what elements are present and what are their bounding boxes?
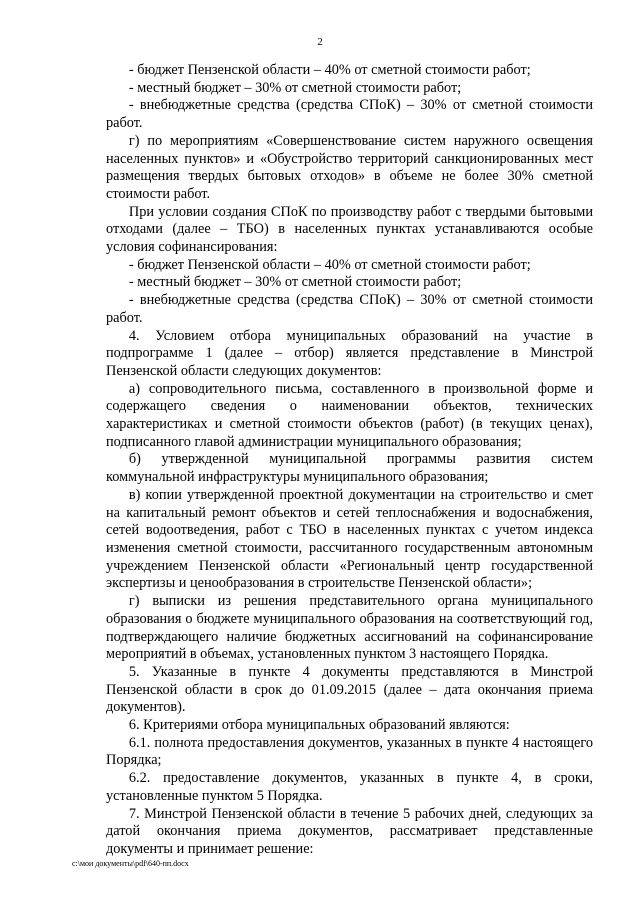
page-number: 2: [317, 36, 323, 48]
paragraph-15: 6. Критериями отбора муниципальных образований являются:: [128, 717, 510, 734]
paragraph-1: - бюджет Пензенской области – 40% от сметной стоимости работ;: [128, 62, 531, 78]
paragraph-17: 6.2. предоставление документов, указанных в пункте 4, в сроки, установленные пунктом 5 Порядка.: [106, 770, 593, 804]
paragraph-8: - внебюджетные средства (средства СПоК) – 30% от сметной стоимости работ.: [106, 292, 593, 326]
paragraph-9: 4. Условием отбора муниципальных образований на участие в подпрограмме 1 (далее – отбор) является представление в Минстрой Пензенской области следующих документов:: [106, 327, 593, 379]
document-body: [106, 62, 593, 859]
paragraph-5: При условии создания СПоК по производству работ с твердыми бытовыми отходами (далее – ТБО) в населенных пунктах устанавливаются особые условия софинансирования:: [106, 203, 593, 256]
paragraph-11: б) утвержденной муниципальной программы развития систем коммунальной инфраструктуры муниципального образования;: [106, 451, 593, 486]
paragraph-4: г) по мероприятиям «Совершенствование систем наружного освещения населенных пунктов» и «Обустройство территорий санкционированных мест размещения твердых бытовых отходов» в объеме не более 30% сметной стоимости работ.: [106, 132, 593, 202]
paragraph-3: - внебюджетные средства (средства СПоК) – 30% от сметной стоимости работ.: [106, 97, 593, 132]
paragraph-6: - бюджет Пензенской области – 40% от сметной стоимости работ;: [128, 256, 531, 273]
paragraph-14: 5. Указанные в пункте 4 документы представляются в Минстрой Пензенской области в срок до 01.09.2015 (далее – дата окончания приема документов).: [106, 663, 593, 716]
paragraph-10: а) сопроводительного письма, составленного в произвольной форме и содержащего сведения о наименовании объектов, технических характеристиках и сметной стоимости объектов (работ) (в текущих ценах), подписанного главой администрации муниципального образования;: [106, 380, 593, 450]
paragraph-18: 7. Минстрой Пензенской области в течение 5 рабочих дней, следующих за датой окончания приема документов, рассматривает представленные документы и принимает решение:: [106, 805, 593, 857]
paragraph-13: г) выписки из решения представительного органа муниципального образования о бюджете муниципального образования на соответствующий год, подтверждающего наличие бюджетных ассигнований на софинансирование мероприятий в объемах, установленных пунктом 3 настоящего Порядка.: [106, 593, 593, 663]
paragraph-12: в) копии утвержденной проектной документации на строительство и смет на капитальный ремонт объектов и сетей теплоснабжения и водоснабжения, сетей водоотведения, работ с ТБО в населенных пунктах с учетом индекса изменения сметной стоимости, рассчитанного государственным автономным учреждением Пензенской области «Региональный центр государственной экспертизы и ценообразования в строительстве Пензенской области»;: [106, 486, 593, 592]
paragraph-7: - местный бюджет – 30% от сметной стоимости работ;: [128, 274, 462, 291]
footer-file-path: c:\мои документы\pdf\640-пп.docx: [72, 859, 189, 868]
paragraph-2: - местный бюджет – 30% от сметной стоимости работ;: [128, 79, 462, 96]
paragraph-16: 6.1. полнота предоставления документов, указанных в пункте 4 настоящего Порядка;: [106, 734, 593, 769]
